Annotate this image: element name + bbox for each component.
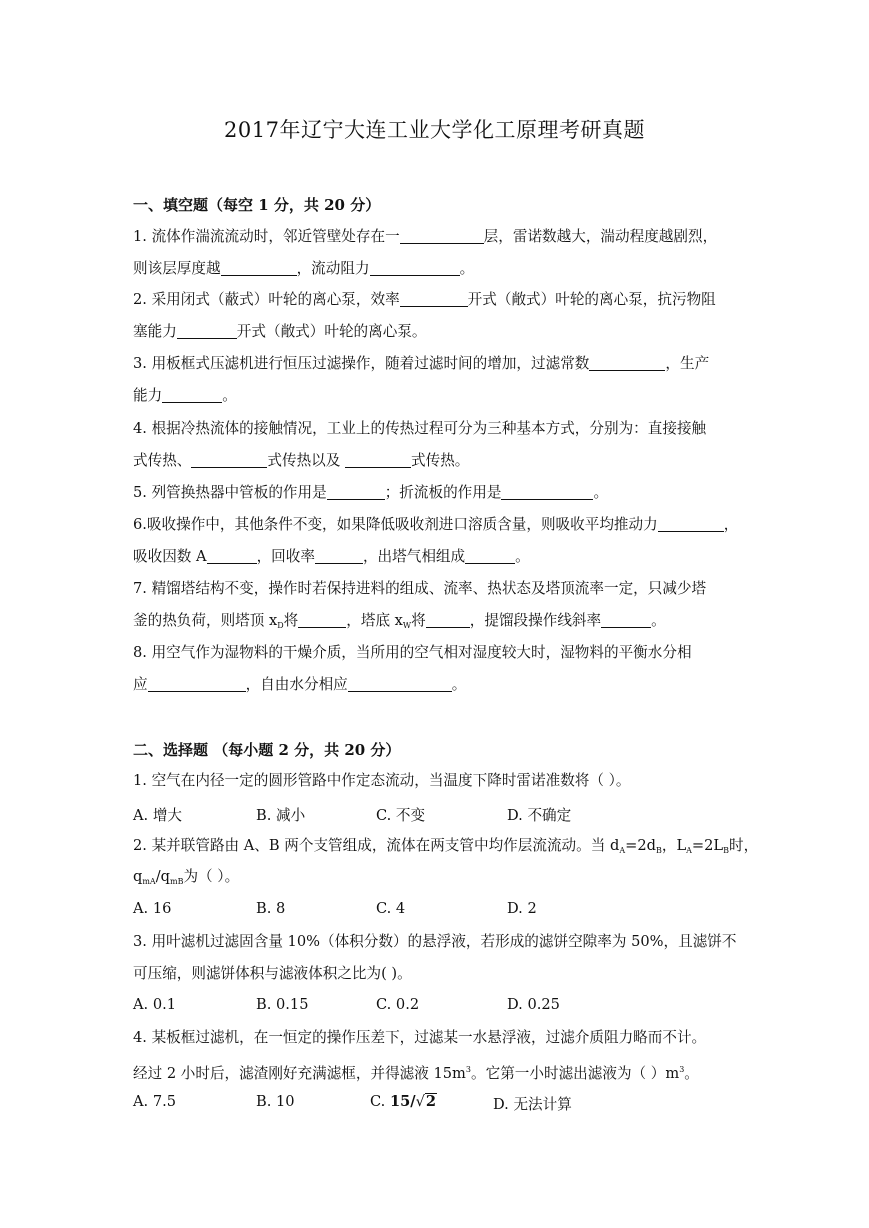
q8-line2 bbox=[133, 675, 738, 695]
s2-q2-text: 为（ ）。 bbox=[183, 868, 240, 885]
q7-text: 。 bbox=[651, 612, 666, 629]
s2-q2-text: 2. 某并联管路由 A、B 两个支管组成，流体在两支管中均作层流流动。当 d bbox=[133, 837, 620, 854]
s2-q4-option-a[interactable]: A. 7.5 bbox=[133, 1093, 177, 1110]
s2-q2-text: 时， bbox=[729, 837, 759, 854]
q4-blank-2[interactable] bbox=[345, 452, 411, 468]
q4-text: 式传热。 bbox=[411, 452, 470, 469]
q6-text: ，出塔气相组成 bbox=[362, 548, 466, 565]
q1-blank-2[interactable] bbox=[221, 260, 297, 276]
q3-text: 能力 bbox=[133, 387, 163, 404]
s2-q2-option-a[interactable]: A. 16 bbox=[133, 900, 172, 917]
q1-line1 bbox=[133, 227, 738, 247]
s2-q2-subscript: A bbox=[686, 846, 692, 855]
s2-q4-option-c-radicand: 2 bbox=[425, 1093, 437, 1110]
s2-q1-option-b[interactable]: B. 减小 bbox=[256, 807, 306, 824]
s2-q4-option-c[interactable] bbox=[370, 1093, 437, 1110]
s2-q2-subscript: mA bbox=[142, 877, 156, 886]
q8-text: 应 bbox=[133, 676, 148, 693]
s2-q4-superscript: 3 bbox=[679, 1065, 685, 1074]
q1-text: ，流动阻力 bbox=[296, 260, 370, 277]
q3-blank-2[interactable] bbox=[162, 387, 222, 403]
q1-text: 1. 流体作湍流流动时，邻近管壁处存在一 bbox=[133, 228, 400, 245]
q6-line2 bbox=[133, 547, 738, 567]
q6-blank-4[interactable] bbox=[465, 548, 515, 564]
s2-q4-text: 经过 2 小时后，滤渣刚好充满滤框，并得滤液 15m bbox=[133, 1065, 466, 1082]
q4-text: 4. 根据冷热流体的接触情况，工业上的传热过程可分为三种基本方式，分别为：直接接触 bbox=[133, 420, 707, 437]
q5-line bbox=[133, 483, 738, 503]
s2-q1-option-c[interactable]: C. 不变 bbox=[376, 807, 426, 824]
q2-line1 bbox=[133, 290, 738, 310]
q7-line2 bbox=[133, 611, 738, 636]
s2-q4-line2 bbox=[133, 1060, 738, 1084]
s2-q1-option-a[interactable]: A. 增大 bbox=[133, 807, 183, 824]
q6-text: 吸收因数 A bbox=[133, 548, 207, 565]
q5-text: 5. 列管换热器中管板的作用是 bbox=[133, 484, 327, 501]
s2-q2-subscript: mB bbox=[169, 877, 184, 886]
q7-text: ，提馏段操作线斜率 bbox=[469, 612, 602, 629]
q6-text: ， bbox=[723, 516, 739, 533]
q2-line2 bbox=[133, 322, 738, 342]
s2-q2-subscript: A bbox=[619, 846, 626, 855]
q1-text: 则该层厚度越 bbox=[133, 260, 221, 277]
q7-blank-2[interactable] bbox=[426, 612, 470, 628]
q7-blank-3[interactable] bbox=[601, 612, 651, 628]
q7-text: 将 bbox=[411, 612, 426, 629]
s2-q2-line2 bbox=[133, 867, 738, 892]
q7-blank-1[interactable] bbox=[298, 612, 346, 628]
q7-subscript: W bbox=[402, 621, 412, 630]
q3-blank-1[interactable] bbox=[589, 355, 665, 371]
s2-q2-line1 bbox=[133, 836, 759, 861]
section2-heading: 二、选择题 （每小题 2 分，共 20 分） bbox=[133, 741, 401, 759]
s2-q2-option-c[interactable]: C. 4 bbox=[376, 900, 406, 917]
q6-text: ，回收率 bbox=[256, 548, 315, 565]
s2-q2-subscript: B bbox=[655, 846, 662, 855]
s2-q2-text: =2d bbox=[625, 837, 656, 854]
q1-blank-3[interactable] bbox=[370, 260, 460, 276]
page-title: 2017年辽宁大连工业大学化工原理考研真题 bbox=[224, 118, 645, 142]
q6-blank-2[interactable] bbox=[207, 548, 257, 564]
s2-q4-option-c-label: C. bbox=[370, 1093, 386, 1110]
s2-q4-option-b[interactable]: B. 10 bbox=[256, 1093, 295, 1110]
s2-q2-subscript: B bbox=[723, 846, 730, 855]
s2-q4-option-c-fraction: 15/ bbox=[389, 1093, 416, 1110]
q8-blank-1[interactable] bbox=[148, 676, 246, 692]
q5-text: ；折流板的作用是 bbox=[384, 484, 502, 501]
s2-q2-text: q bbox=[133, 868, 143, 885]
q7-text: ，塔底 x bbox=[346, 612, 403, 629]
q2-text: 2. 采用闭式（蔽式）叶轮的离心泵，效率 bbox=[133, 291, 400, 308]
s2-q3-option-a[interactable]: A. 0.1 bbox=[133, 996, 177, 1013]
q8-line1 bbox=[133, 643, 738, 663]
s2-q3-option-c[interactable]: C. 0.2 bbox=[376, 996, 420, 1013]
q8-text: 8. 用空气作为湿物料的干燥介质，当所用的空气相对湿度较大时，湿物料的平衡水分相 bbox=[133, 644, 692, 661]
q3-text: ，生产 bbox=[665, 355, 710, 372]
q6-text: 6.吸收操作中，其他条件不变，如果降低吸收剂进口溶质含量，则吸收平均推动力 bbox=[133, 516, 658, 533]
q3-text: 3. 用板框式压滤机进行恒压过滤操作，随着过滤时间的增加，过滤常数 bbox=[133, 355, 590, 372]
s2-q4-line1: 4. 某板框过滤机，在一恒定的操作压差下，过滤某一水悬浮液，过滤介质阻力略而不计。 bbox=[133, 1029, 707, 1046]
q2-text: 开式（敞式）叶轮的离心泵。 bbox=[236, 323, 427, 340]
q3-text: 。 bbox=[222, 387, 237, 404]
q6-text: 。 bbox=[515, 548, 530, 565]
s2-q3-line2: 可压缩，则滤饼体积与滤液体积之比为( )。 bbox=[133, 965, 412, 982]
q1-text: 。 bbox=[459, 260, 475, 277]
s2-q2-option-b[interactable]: B. 8 bbox=[256, 900, 286, 917]
q6-blank-3[interactable] bbox=[315, 548, 363, 564]
q5-blank-1[interactable] bbox=[327, 484, 385, 500]
q6-blank-1[interactable] bbox=[658, 516, 724, 532]
q4-text: 式传热以及 bbox=[267, 452, 341, 469]
q4-text: 式传热、 bbox=[133, 452, 192, 469]
q3-line2 bbox=[133, 386, 738, 406]
s2-q2-text: /q bbox=[155, 868, 170, 885]
q1-line2 bbox=[133, 259, 738, 279]
q8-blank-2[interactable] bbox=[348, 676, 452, 692]
s2-q3-line1: 3. 用叶滤机过滤固含量 10%（体积分数）的悬浮液，若形成的滤饼空隙率为 50%，且滤饼不 bbox=[133, 933, 737, 950]
q4-line1 bbox=[133, 419, 738, 439]
q1-blank-1[interactable] bbox=[400, 228, 484, 244]
q7-line1 bbox=[133, 579, 738, 599]
q7-text: 釜的热负荷，则塔顶 x bbox=[133, 612, 278, 629]
q7-text: 7. 精馏塔结构不变，操作时若保持进料的组成、流率、热状态及塔顶流率一定，只减少塔 bbox=[133, 580, 707, 597]
q6-line1 bbox=[133, 515, 738, 535]
s2-q2-text: =2L bbox=[691, 837, 724, 854]
q2-text: 开式（敞式）叶轮的离心泵，抗污物阻 bbox=[467, 291, 716, 308]
q7-subscript: D bbox=[277, 621, 284, 630]
q3-line1 bbox=[133, 354, 738, 374]
sqrt-icon: √ bbox=[415, 1093, 425, 1110]
q8-text: 。 bbox=[451, 676, 467, 693]
s2-q1-option-d[interactable]: D. 不确定 bbox=[507, 807, 572, 824]
q2-text: 塞能力 bbox=[133, 323, 177, 340]
s2-q4-text: 。 bbox=[684, 1065, 699, 1082]
s2-q2-option-d[interactable]: D. 2 bbox=[507, 900, 537, 917]
q2-blank-1[interactable] bbox=[400, 291, 468, 307]
s2-q3-option-b[interactable]: B. 0.15 bbox=[256, 996, 309, 1013]
section1-heading: 一、填空题（每空 1 分，共 20 分） bbox=[133, 196, 381, 214]
q4-line2 bbox=[133, 451, 738, 471]
q5-blank-2[interactable] bbox=[501, 484, 593, 500]
q5-text: 。 bbox=[593, 484, 609, 501]
s2-q1-line: 1. 空气在内径一定的圆形管路中作定态流动，当温度下降时雷诺准数将（ ）。 bbox=[133, 772, 631, 789]
s2-q3-option-d[interactable]: D. 0.25 bbox=[507, 996, 560, 1013]
s2-q4-option-d[interactable]: D. 无法计算 bbox=[493, 1096, 572, 1113]
s2-q2-text: ，L bbox=[661, 837, 687, 854]
q2-blank-2[interactable] bbox=[177, 323, 237, 339]
s2-q4-superscript: 3 bbox=[465, 1065, 471, 1074]
q8-text: ，自由水分相应 bbox=[245, 676, 348, 693]
q1-text: 层，雷诺数越大，湍动程度越剧烈， bbox=[483, 228, 718, 245]
q7-text: 将 bbox=[283, 612, 299, 629]
q4-blank-1[interactable] bbox=[191, 452, 267, 468]
s2-q4-text: 。它第一小时滤出滤液为（ ）m bbox=[471, 1065, 680, 1082]
